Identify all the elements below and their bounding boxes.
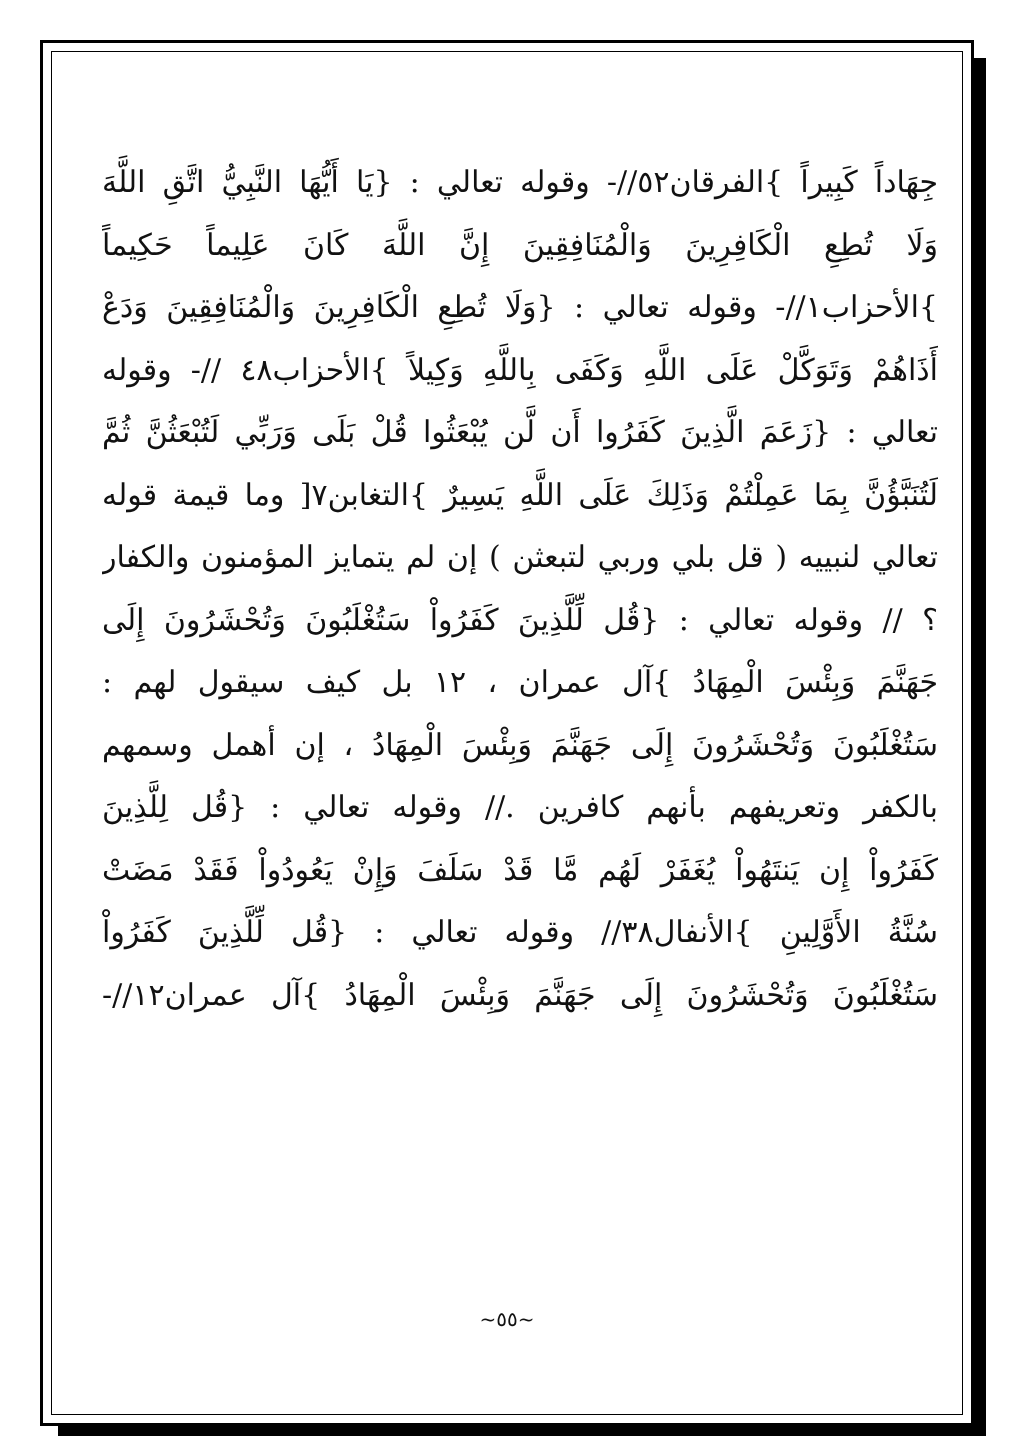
text-line: تعالي : {زَعَمَ الَّذِينَ كَفَرُوا أَن لَّن يُبْعَثُوا قُلْ بَلَى وَرَبِّي لَتُبْعَثُنَّ ثُمَّ [102, 415, 938, 450]
text-line: تعالي لنبييه ( قل بلي وربي لتبعثن ) إن لم يتمايز المؤمنون والكفار [102, 540, 938, 575]
text-line: جَهَنَّمَ وَبِئْسَ الْمِهَادُ }آل عمران ، ١٢ بل كيف سيقول لهم : [102, 665, 938, 700]
page-number: ~٥٥~ [479, 1307, 535, 1331]
text-line: جِهَاداً كَبِيراً }الفرقان٥٢//- وقوله تعالي : {يَا أَيُّهَا النَّبِيُّ اتَّقِ اللَّهَ [102, 165, 938, 200]
text-line: وَلَا تُطِعِ الْكَافِرِينَ وَالْمُنَافِقِينَ إِنَّ اللَّهَ كَانَ عَلِيماً حَكِيماً [102, 227, 938, 263]
text-line: بالكفر وتعريفهم بأنهم كافرين .// وقوله تعالي : {قُل لِلَّذِينَ [102, 790, 938, 825]
text-line: سُنَّةُ الأَوَّلِينِ }الأنفال٣٨// وقوله تعالي : {قُل لِّلَّذِينَ كَفَرُواْ [102, 915, 938, 950]
text-line: سَتُغْلَبُونَ وَتُحْشَرُونَ إِلَى جَهَنَّمَ وَبِئْسَ الْمِهَادُ }آل عمران١٢//- [102, 977, 938, 1013]
body-text [102, 152, 938, 1027]
page-inner-border [51, 51, 963, 1415]
text-line: لَتُنَبَّؤُنَّ بِمَا عَمِلْتُمْ وَذَلِكَ عَلَى اللَّهِ يَسِيرٌ }التغابن٧[ وما قيمة قوله [102, 477, 938, 513]
page-frame [40, 40, 974, 1426]
text-line: ؟ // وقوله تعالي : {قُل لِّلَّذِينَ كَفَرُواْ سَتُغْلَبُونَ وَتُحْشَرُونَ إِلَى [102, 602, 938, 638]
text-line: سَتُغْلَبُونَ وَتُحْشَرُونَ إِلَى جَهَنَّمَ وَبِئْسَ الْمِهَادُ ، إن أهمل وسمهم [102, 727, 938, 763]
text-line: }الأحزاب١//- وقوله تعالي : {وَلَا تُطِعِ الْكَافِرِينَ وَالْمُنَافِقِينَ وَدَعْ [102, 290, 938, 325]
text-line: أَذَاهُمْ وَتَوَكَّلْ عَلَى اللَّهِ وَكَفَى بِاللَّهِ وَكِيلاً }الأحزاب٤٨ //- وقوله [102, 352, 938, 388]
text-line: كَفَرُواْ إِن يَنتَهُواْ يُغَفَرْ لَهُم مَّا قَدْ سَلَفَ وَإِنْ يَعُودُواْ فَقَدْ مَضَتْ [102, 852, 938, 888]
